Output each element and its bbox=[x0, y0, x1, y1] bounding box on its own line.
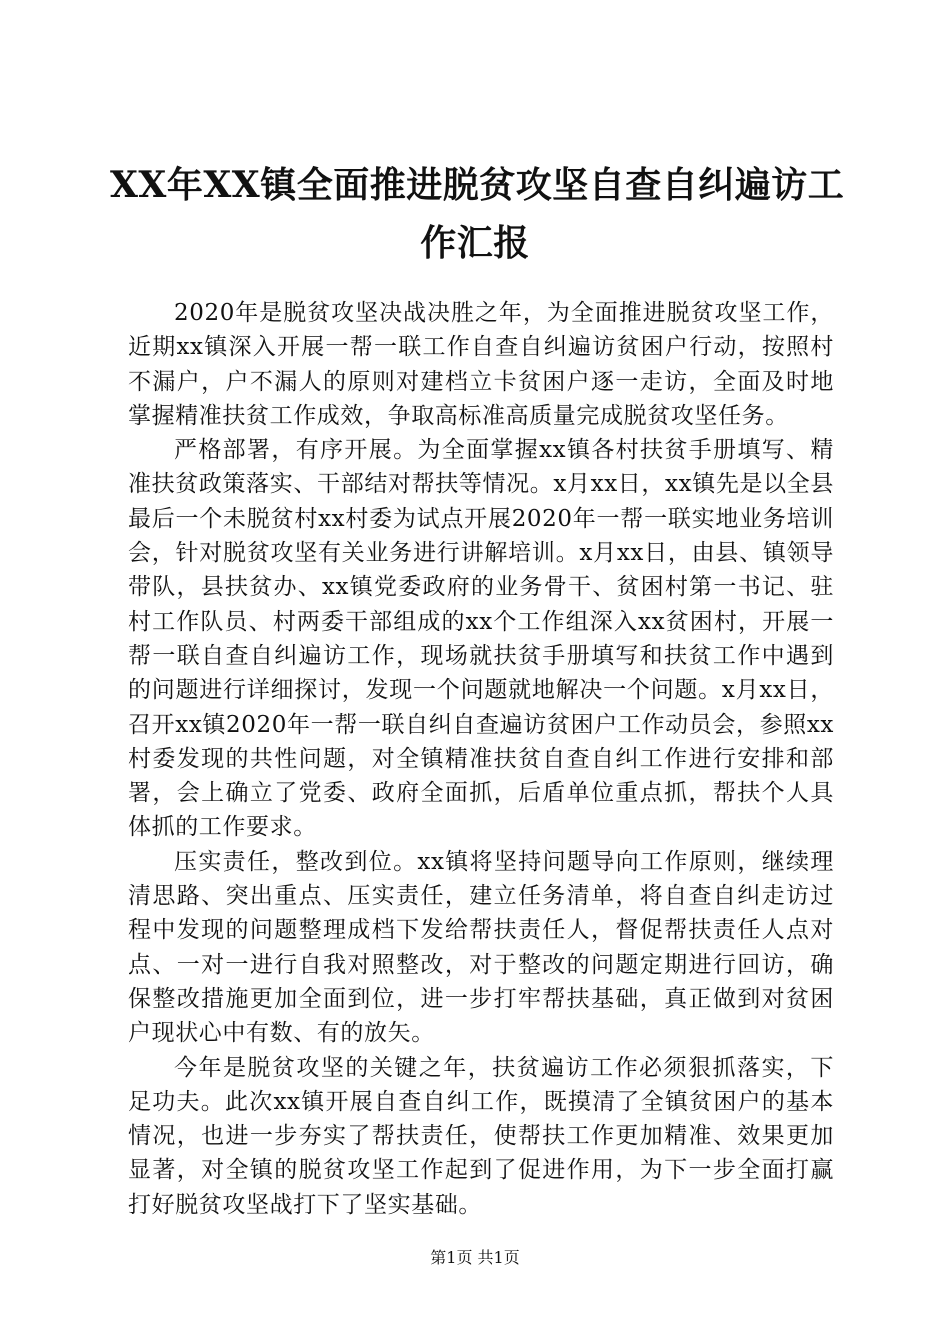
page-footer: 第1页 共1页 bbox=[430, 1248, 520, 1267]
document-title-line-1: XX年XX镇全面推进脱贫攻坚自查自纠遍访工 bbox=[110, 164, 845, 206]
paragraph-deployment: 严格部署，有序开展。为全面掌握xx镇各村扶贫手册填写、精准扶贫政策落实、干部结对帮扶等情况。x月xx日，xx镇先是以全县最后一个未脱贫村xx村委为试点开展2020年一帮一联实地业务培训会，针对脱贫攻坚有关业务进行讲解培训。x月xx日，由县、镇领导带队，县扶贫办、xx镇党委政府的业务骨干、贫困村第一书记、驻村工作队员、村两委干部组成的xx个工作组深入xx贫困村，开展一帮一联自查自纠遍访工作，现场就扶贫手册填写和扶贫工作中遇到的问题进行详细探讨，发现一个问题就地解决一个问题。x月xx日，召开xx镇2020年一帮一联自纠自查遍访贫困户工作动员会，参照xx村委发现的共性问题，对全镇精准扶贫自查自纠工作进行安排和部署，会上确立了党委、政府全面抓，后盾单位重点抓，帮扶个人具体抓的工作要求。 bbox=[128, 437, 834, 841]
paragraph-intro: 2020年是脱贫攻坚决战决胜之年，为全面推进脱贫攻坚工作，近期xx镇深入开展一帮一联工作自查自纠遍访贫困户行动，按照村不漏户，户不漏人的原则对建档立卡贫困户逐一走访，全面及时地掌握精准扶贫工作成效，争取高标准高质量完成脱贫攻坚任务。 bbox=[128, 300, 834, 429]
paragraph-responsibility: 压实责任，整改到位。xx镇将坚持问题导向工作原则，继续理清思路、突出重点、压实责任，建立任务清单，将自查自纠走访过程中发现的问题整理成档下发给帮扶责任人，督促帮扶责任人点对点、一对一进行自我对照整改，对于整改的问题定期进行回访，确保整改措施更加全面到位，进一步打牢帮扶基础，真正做到对贫困户现状心中有数、有的放矢。 bbox=[128, 848, 834, 1047]
document-body bbox=[128, 296, 834, 1222]
paragraph-conclusion: 今年是脱贫攻坚的关键之年，扶贫遍访工作必须狠抓落实，下足功夫。此次xx镇开展自查自纠工作，既摸清了全镇贫困户的基本情况，也进一步夯实了帮扶责任，使帮扶工作更加精准、效果更加显著，对全镇的脱贫攻坚工作起到了促进作用，为下一步全面打赢打好脱贫攻坚战打下了坚实基础。 bbox=[128, 1054, 834, 1218]
document-title-line-2: 作汇报 bbox=[420, 222, 530, 264]
